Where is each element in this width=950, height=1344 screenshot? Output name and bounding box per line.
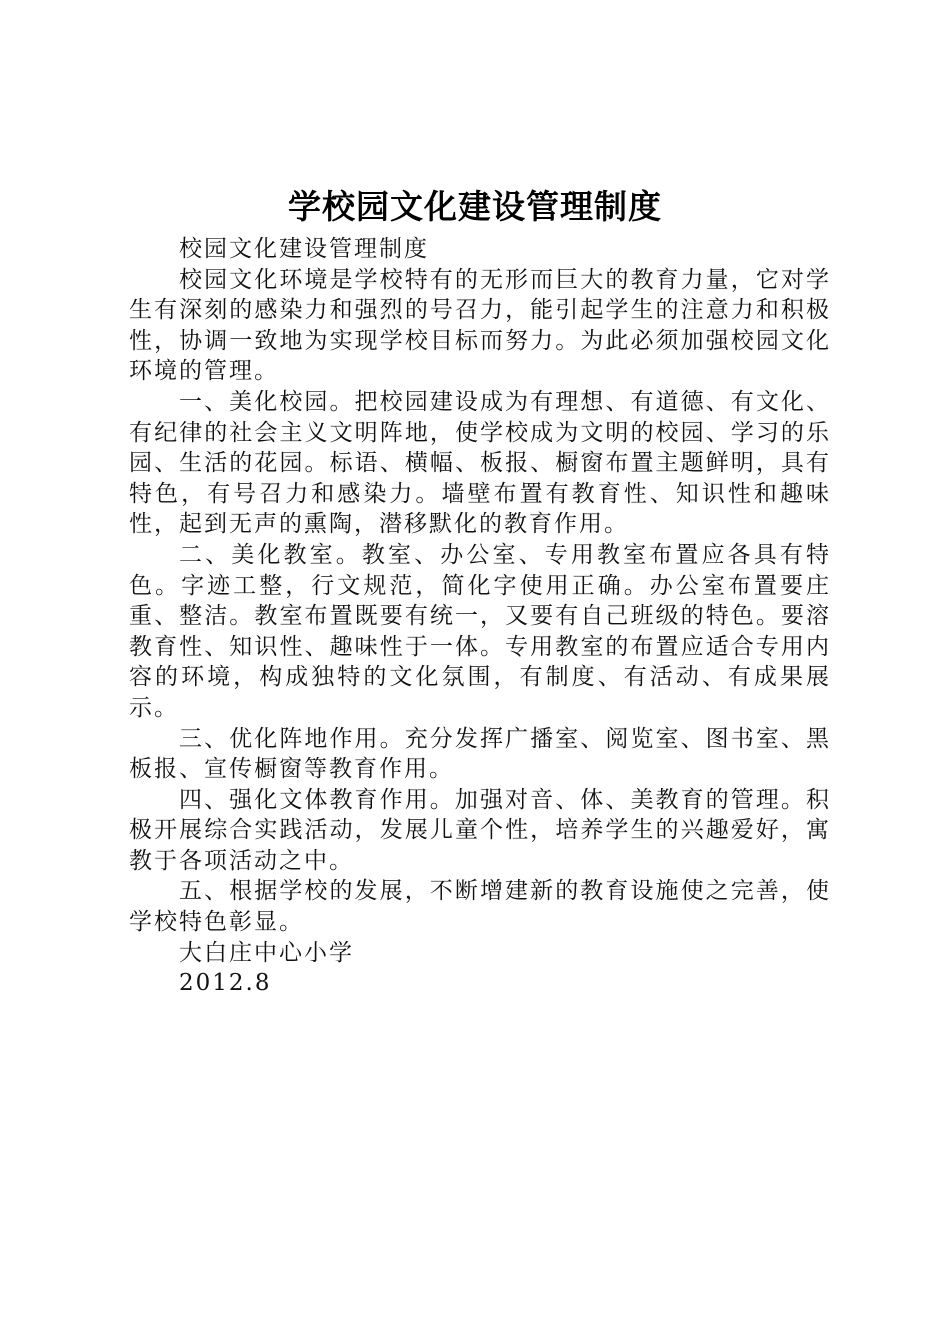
paragraph-section-1: 一、美化校园。把校园建设成为有理想、有道德、有文化、有纪律的社会主义文明阵地，使学校成为文明的校园、学习的乐园、生活的花园。标语、横幅、板报、橱窗布置主题鲜明，具有特色，有号召力和感染力。墙壁布置有教育性、知识性和趣味性，起到无声的熏陶，潜移默化的教育作用。 [129, 388, 831, 538]
document-subtitle: 校园文化建设管理制度 [179, 236, 429, 262]
paragraph-section-3: 三、优化阵地作用。充分发挥广播室、阅览室、图书室、黑板报、宣传橱窗等教育作用。 [129, 725, 831, 783]
document-body [129, 234, 831, 999]
document-date: 2012.8 [179, 970, 272, 997]
document-title: 学校园文化建设管理制度 [288, 187, 662, 226]
paragraph-section-2: 二、美化教室。教室、办公室、专用教室布置应各具有特色。字迹工整，行文规范，简化字使用正确。办公室布置要庄重、整洁。教室布置既要有统一，又要有自己班级的特色。要溶教育性、知识性、趣味性于一体。专用教室的布置应适合专用内容的环境，构成独特的文化氛围，有制度、有活动、有成果展示。 [129, 541, 831, 721]
paragraph-intro: 校园文化环境是学校特有的无形而巨大的教育力量，它对学生有深刻的感染力和强烈的号召力，能引起学生的注意力和积极性，协调一致地为实现学校目标而努力。为此必须加强校园文化环境的管理。 [129, 266, 831, 385]
paragraph-section-5: 五、根据学校的发展，不断增建新的教育设施使之完善，使学校特色彰显。 [129, 878, 831, 936]
paragraph-section-4: 四、强化文体教育作用。加强对音、体、美教育的管理。积极开展综合实践活动，发展儿童个性，培养学生的兴趣爱好，寓教于各项活动之中。 [129, 786, 831, 874]
signature: 大白庄中心小学 [179, 939, 354, 966]
